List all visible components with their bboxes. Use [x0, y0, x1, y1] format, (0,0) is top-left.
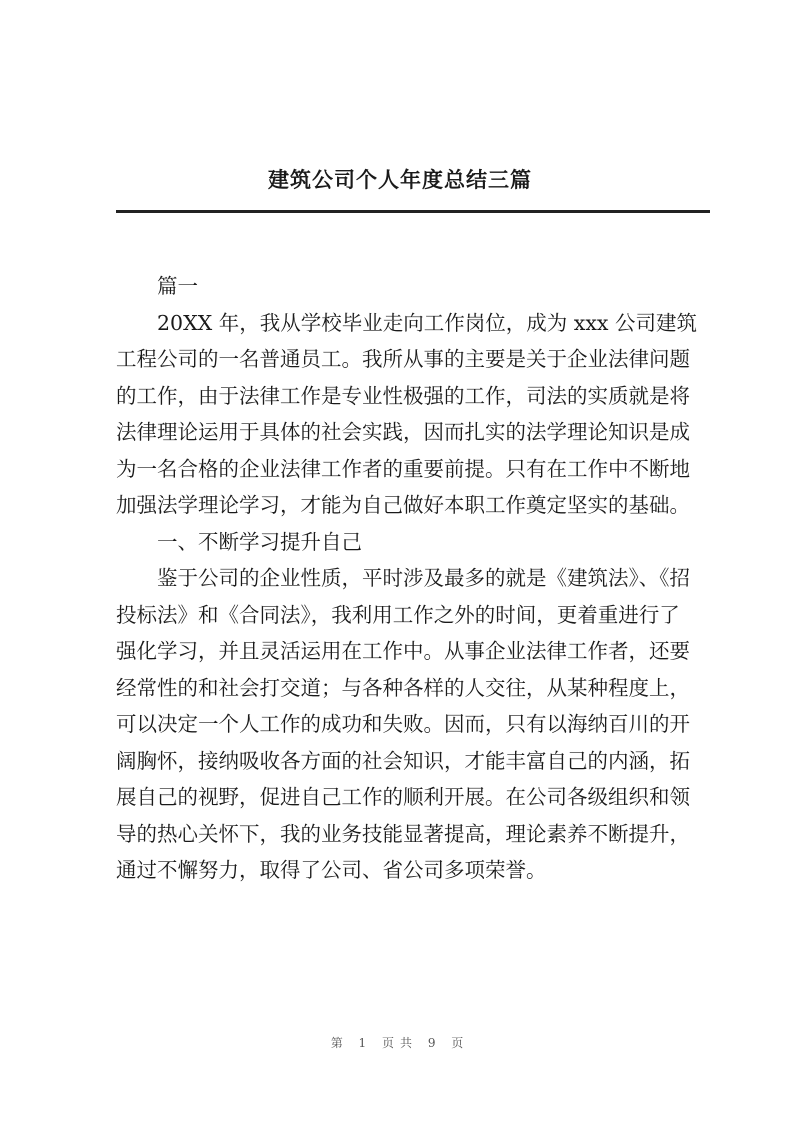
paragraph-line: 20XX 年，我从学校毕业走向工作岗位，成为 xxx 公司建筑	[157, 310, 698, 335]
paragraph-line: 展自己的视野，促进自己工作的顺利开展。在公司各级组织和领	[116, 785, 690, 809]
heading-1: 一、不断学习提升自己	[157, 529, 362, 554]
paragraph-line: 可以决定一个人工作的成功和失败。因而，只有以海纳百川的开	[116, 712, 690, 736]
paragraph-line: 投标法》和《合同法》，我利用工作之外的时间，更着重进行了	[116, 602, 680, 627]
title-underline	[116, 210, 710, 213]
section-label: 篇一	[157, 274, 198, 298]
paragraph-line: 阔胸怀，接纳吸收各方面的社会知识，才能丰富自己的内涵，拓	[116, 748, 690, 773]
paragraph-line: 通过不懈努力，取得了公司、省公司多项荣誉。	[116, 858, 547, 882]
paragraph-2	[116, 560, 710, 889]
page-number-footer: 第 1 页共 9 页	[330, 1036, 470, 1050]
paragraph-line: 法律理论运用于具体的社会实践，因而扎实的法学理论知识是成	[116, 420, 690, 444]
paragraph-line: 导的热心关怀下，我的业务技能显著提高，理论素养不断提升，	[116, 821, 690, 846]
paragraph-line: 工程公司的一名普通员工。我所从事的主要是关于企业法律问题	[116, 347, 690, 371]
paragraph-line: 鉴于公司的企业性质，平时涉及最多的就是《建筑法》、《招	[157, 566, 690, 590]
paragraph-line: 为一名合格的企业法律工作者的重要前提。只有在工作中不断地	[116, 456, 690, 481]
paragraph-line: 的工作，由于法律工作是专业性极强的工作，司法的实质就是将	[116, 383, 690, 408]
paragraph-line: 加强法学理论学习，才能为自己做好本职工作奠定坚实的基础。	[116, 493, 690, 517]
paragraph-line: 强化学习，并且灵活运用在工作中。从事企业法律工作者，还要	[116, 639, 690, 663]
paragraph-line: 经常性的和社会打交道；与各种各样的人交往，从某种程度上，	[116, 675, 690, 700]
document-title: 建筑公司个人年度总结三篇	[268, 168, 532, 192]
document-body	[116, 268, 710, 889]
paragraph-1	[116, 305, 710, 524]
